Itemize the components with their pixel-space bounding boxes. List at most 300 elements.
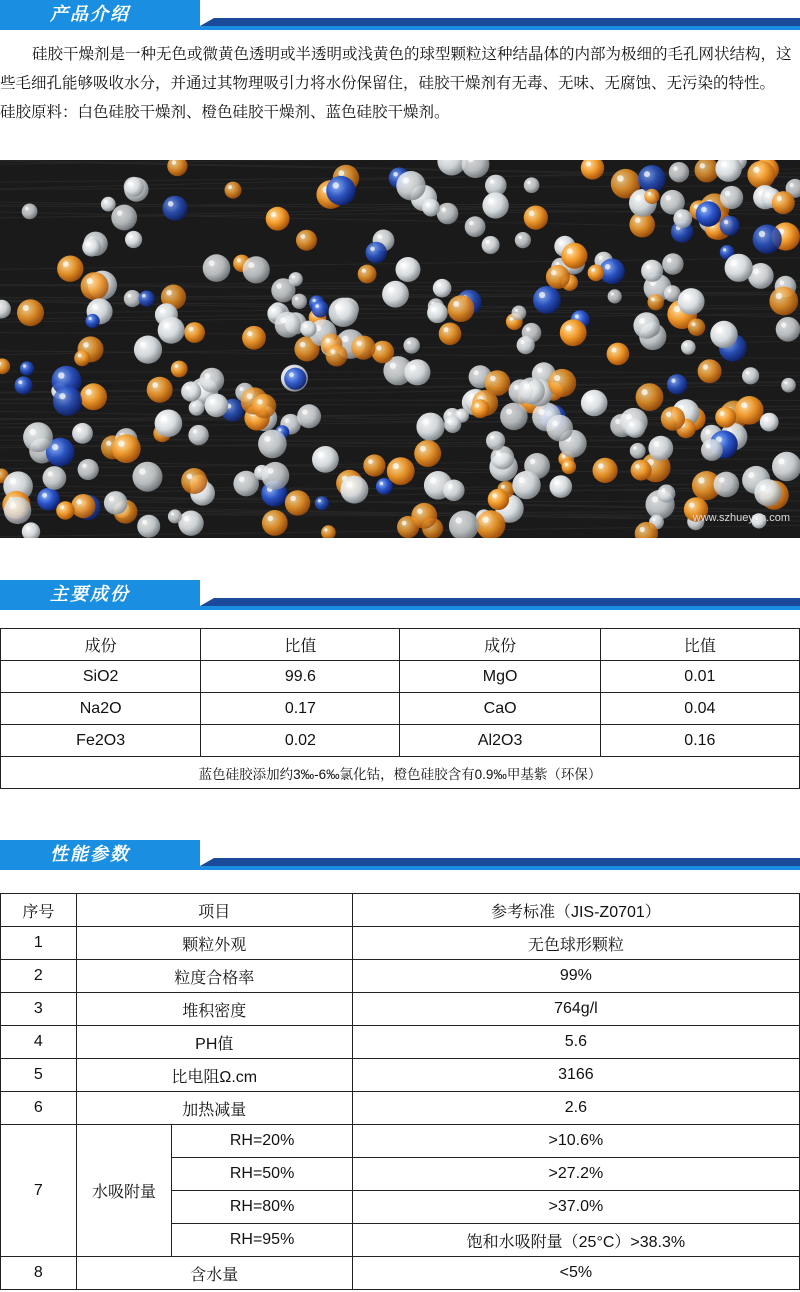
- bead-highlight: [488, 198, 494, 204]
- bead: [747, 161, 775, 189]
- bead-highlight: [444, 327, 449, 332]
- bead-highlight: [104, 200, 107, 203]
- bead-highlight: [629, 422, 633, 426]
- section-title-performance: 性能参数: [0, 840, 200, 870]
- table-cell: RH=80%: [172, 1191, 352, 1224]
- table-cell: >10.6%: [352, 1125, 799, 1158]
- bead: [376, 478, 393, 495]
- bead-highlight: [92, 304, 98, 310]
- bead-highlight: [257, 399, 262, 404]
- bead-highlight: [635, 195, 641, 201]
- header-underline: [0, 866, 800, 870]
- bead-highlight: [83, 342, 89, 348]
- bead: [81, 272, 109, 300]
- header-cell: 成份: [400, 629, 600, 661]
- table-cell: 含水量: [76, 1257, 352, 1290]
- bead-highlight: [171, 512, 174, 515]
- bead-highlight: [741, 402, 747, 408]
- bead-highlight: [129, 235, 133, 239]
- bead-highlight: [192, 403, 195, 406]
- bead: [678, 288, 705, 315]
- bead-highlight: [437, 283, 441, 287]
- bead: [414, 440, 441, 467]
- bead: [754, 479, 781, 506]
- bead-highlight: [790, 183, 794, 187]
- bead-highlight: [417, 509, 423, 515]
- bead: [471, 399, 490, 418]
- bead: [673, 209, 692, 228]
- bead-highlight: [292, 275, 295, 278]
- bead-highlight: [539, 292, 545, 298]
- bead: [243, 256, 270, 283]
- bead-highlight: [642, 389, 648, 395]
- bead-highlight: [652, 496, 658, 502]
- bead-highlight: [237, 258, 241, 262]
- bead: [714, 472, 740, 498]
- bead: [443, 480, 465, 502]
- table-cell: >37.0%: [352, 1191, 799, 1224]
- table-cell: CaO: [400, 693, 600, 725]
- bead-highlight: [666, 195, 671, 200]
- bead-highlight: [562, 454, 565, 457]
- bead-highlight: [723, 248, 726, 251]
- bead-highlight: [746, 371, 750, 375]
- bead-highlight: [166, 290, 172, 296]
- bead-highlight: [42, 493, 47, 498]
- bead: [648, 294, 664, 310]
- bead-highlight: [335, 304, 341, 310]
- bead-highlight: [719, 477, 725, 483]
- bead: [776, 317, 800, 342]
- bead: [518, 377, 545, 404]
- bead-highlight: [559, 240, 564, 245]
- bead: [147, 377, 173, 403]
- bead: [340, 476, 368, 504]
- bead: [262, 462, 290, 490]
- bead: [184, 322, 205, 343]
- bead-highlight: [186, 386, 190, 390]
- header-cell: 比值: [201, 629, 400, 661]
- bead-highlight: [390, 362, 396, 368]
- bead-highlight: [654, 441, 659, 446]
- table-row: [1, 693, 800, 725]
- bead-highlight: [701, 207, 707, 213]
- bead: [715, 407, 736, 428]
- bead-highlight: [490, 376, 496, 382]
- bead-highlight: [689, 502, 694, 507]
- bead-highlight: [357, 341, 362, 346]
- bead-highlight: [515, 309, 518, 312]
- bead: [203, 254, 231, 282]
- bead: [275, 312, 301, 338]
- bead: [111, 205, 137, 231]
- bead-highlight: [52, 444, 58, 450]
- table-row: [1, 661, 800, 693]
- bead: [158, 317, 185, 344]
- table-row: [1, 1059, 800, 1092]
- bead-highlight: [778, 458, 784, 464]
- table-cell: Fe2O3: [1, 725, 201, 757]
- bead-highlight: [139, 468, 146, 475]
- table-cell: 8: [1, 1257, 77, 1290]
- bead-highlight: [393, 172, 398, 177]
- bead-highlight: [490, 179, 495, 184]
- bead: [560, 319, 587, 346]
- bead-highlight: [295, 297, 298, 300]
- silica-beads-image: [0, 160, 800, 538]
- bead: [631, 460, 652, 481]
- bead-highlight: [633, 446, 636, 449]
- bead-highlight: [128, 181, 132, 185]
- bead-highlight: [48, 471, 53, 476]
- bead-highlight: [278, 428, 281, 431]
- bead-highlight: [29, 429, 36, 436]
- bead-highlight: [566, 325, 572, 331]
- bead-highlight: [692, 322, 696, 326]
- bead: [588, 265, 605, 282]
- bead-highlight: [530, 459, 536, 465]
- bead-highlight: [453, 301, 459, 307]
- bead-highlight: [164, 323, 170, 329]
- table-cell: 2.6: [352, 1092, 799, 1125]
- bead-highlight: [175, 364, 179, 368]
- bead-highlight: [82, 464, 87, 469]
- bead: [312, 301, 329, 318]
- bead-highlight: [86, 242, 90, 246]
- bead: [78, 459, 99, 480]
- bead-highlight: [401, 262, 407, 268]
- bead: [633, 312, 659, 338]
- bead-highlight: [565, 463, 568, 466]
- bead-highlight: [324, 528, 327, 531]
- bead-highlight: [779, 280, 784, 285]
- bead: [284, 368, 306, 390]
- bead-highlight: [302, 410, 307, 415]
- section-title-composition: 主要成份: [0, 580, 200, 610]
- bead-highlight: [538, 409, 544, 415]
- bead: [404, 337, 420, 353]
- bead-highlight: [333, 182, 339, 188]
- bead: [512, 471, 540, 499]
- bead-highlight: [510, 317, 514, 321]
- bead: [104, 491, 128, 515]
- header-cell: 序号: [1, 894, 77, 927]
- bead-highlight: [300, 342, 306, 348]
- bead-highlight: [617, 175, 624, 182]
- table-cell: 5: [1, 1059, 77, 1092]
- bead: [15, 376, 33, 394]
- bead: [488, 489, 509, 510]
- table-row: [1, 960, 800, 993]
- bead-highlight: [420, 446, 426, 452]
- bead: [644, 189, 659, 204]
- bead-highlight: [748, 472, 754, 478]
- bead-highlight: [519, 477, 525, 483]
- table-cell: Al2O3: [400, 725, 600, 757]
- bead-highlight: [315, 304, 319, 308]
- bead-highlight: [210, 399, 215, 404]
- table-cell: 0.01: [600, 661, 799, 693]
- table-row: [1, 725, 800, 757]
- bead-highlight: [492, 493, 497, 498]
- bead-highlight: [705, 430, 710, 435]
- bead-highlight: [759, 231, 765, 237]
- bead: [163, 196, 188, 221]
- bead-highlight: [668, 289, 672, 293]
- bead-highlight: [458, 412, 461, 415]
- bead-highlight: [280, 317, 286, 323]
- bead: [696, 201, 721, 226]
- section-header-intro: [0, 0, 800, 30]
- bead-highlight: [10, 503, 16, 509]
- bead-highlight: [611, 292, 614, 295]
- bead: [742, 367, 759, 384]
- bead-highlight: [376, 346, 381, 351]
- table-cell: 6: [1, 1092, 77, 1125]
- bead: [439, 323, 462, 346]
- bead-highlight: [496, 451, 501, 456]
- bead: [17, 299, 44, 326]
- bead-highlight: [475, 403, 479, 407]
- bead: [329, 298, 358, 327]
- bead-highlight: [776, 293, 782, 299]
- bead-highlight: [552, 421, 558, 427]
- bead-highlight: [346, 482, 352, 488]
- bead-highlight: [290, 496, 296, 502]
- bead: [4, 497, 31, 524]
- bead-highlight: [527, 181, 530, 184]
- bead: [546, 415, 573, 442]
- bead: [667, 374, 687, 394]
- bead: [57, 256, 83, 282]
- bead: [396, 171, 425, 200]
- bead: [769, 287, 798, 316]
- bead: [300, 321, 316, 337]
- bead-highlight: [403, 177, 409, 183]
- bead-highlight: [684, 343, 687, 346]
- bead: [482, 236, 500, 254]
- bead: [101, 197, 116, 212]
- table-cell: <5%: [352, 1257, 799, 1290]
- bead-highlight: [587, 395, 593, 401]
- bead: [720, 216, 740, 236]
- bead: [725, 254, 753, 282]
- header-underline: [0, 606, 800, 610]
- bead-highlight: [289, 372, 294, 377]
- bead-highlight: [524, 383, 530, 389]
- bead-highlight: [448, 420, 452, 424]
- bead: [581, 390, 608, 417]
- bead: [326, 345, 348, 367]
- bead: [517, 336, 535, 354]
- table-row: [1, 1125, 800, 1158]
- bead-highlight: [247, 331, 252, 336]
- bead-highlight: [410, 365, 416, 371]
- bead: [781, 378, 796, 393]
- bead-highlight: [766, 192, 770, 196]
- bead-highlight: [455, 517, 462, 524]
- table-cell: 764g/l: [352, 993, 799, 1026]
- bead-highlight: [228, 185, 232, 189]
- bead-highlight: [76, 499, 81, 504]
- table-cell: 1: [1, 927, 77, 960]
- bead: [710, 321, 737, 348]
- bead: [171, 361, 188, 378]
- table-row: [1, 1257, 800, 1290]
- bead-highlight: [23, 305, 29, 311]
- bead-highlight: [368, 459, 373, 464]
- bead: [363, 454, 385, 476]
- bead-highlight: [77, 427, 82, 432]
- bead: [465, 216, 486, 237]
- bead: [593, 458, 618, 483]
- bead: [625, 418, 645, 438]
- bead: [404, 359, 430, 385]
- bead: [701, 439, 723, 461]
- bead: [485, 370, 511, 396]
- bead-highlight: [554, 375, 560, 381]
- bead-highlight: [268, 468, 274, 474]
- bead-highlight: [58, 372, 65, 379]
- bead: [266, 207, 290, 231]
- table-cell: Na2O: [1, 693, 201, 725]
- bead: [297, 404, 321, 428]
- bead-highlight: [567, 248, 573, 254]
- table-cell: 2: [1, 960, 77, 993]
- bead: [546, 265, 570, 289]
- table-header-row: [1, 629, 800, 661]
- bead-highlight: [598, 256, 602, 260]
- bead-highlight: [10, 478, 17, 485]
- bead-highlight: [160, 308, 165, 313]
- section-header-performance: [0, 840, 800, 870]
- bead-highlight: [78, 354, 82, 358]
- table-cell: 5.6: [352, 1026, 799, 1059]
- bead-highlight: [268, 516, 274, 522]
- bead: [648, 436, 673, 461]
- bead-highlight: [304, 324, 308, 328]
- table-cell: 99%: [352, 960, 799, 993]
- bead-highlight: [615, 419, 620, 424]
- bead: [562, 460, 577, 475]
- table-row: [1, 993, 800, 1026]
- table-cell: 3: [1, 993, 77, 1026]
- bead-highlight: [432, 307, 437, 312]
- bead: [133, 462, 163, 492]
- bead-highlight: [140, 342, 146, 348]
- bead: [315, 496, 329, 510]
- bead-highlight: [25, 207, 28, 210]
- bead: [630, 443, 646, 459]
- table-cell: 4: [1, 1026, 77, 1059]
- bead-highlight: [271, 212, 276, 217]
- bead: [657, 485, 675, 503]
- bead-highlight: [312, 299, 315, 302]
- composition-table: [0, 628, 800, 789]
- bead-highlight: [106, 441, 111, 446]
- table-cell: 0.02: [201, 725, 400, 757]
- table-cell: 堆积密度: [76, 993, 352, 1026]
- bead-highlight: [529, 211, 534, 216]
- bead: [515, 232, 531, 248]
- bead: [416, 413, 444, 441]
- bead: [22, 204, 38, 220]
- bead-highlight: [301, 234, 306, 239]
- bead-highlight: [521, 340, 525, 344]
- table-cell: SiO2: [1, 661, 201, 693]
- bead: [427, 303, 448, 324]
- table-cell: 颗粒外观: [76, 927, 352, 960]
- bead-highlight: [469, 221, 474, 226]
- bead-highlight: [644, 171, 650, 177]
- section-header-composition: [0, 580, 800, 610]
- bead: [753, 225, 782, 254]
- bead-highlight: [721, 161, 727, 167]
- bead: [181, 381, 201, 401]
- bead: [285, 490, 310, 515]
- bead: [20, 361, 34, 375]
- table-cell: 加热减量: [76, 1092, 352, 1125]
- bead: [636, 383, 664, 411]
- bead-highlight: [716, 327, 722, 333]
- bead: [524, 206, 548, 230]
- bead: [548, 369, 576, 397]
- bead: [662, 253, 683, 274]
- bead: [112, 434, 141, 463]
- bead-highlight: [591, 268, 595, 272]
- bead-highlight: [448, 484, 453, 489]
- bead-highlight: [784, 381, 787, 384]
- bead-highlight: [667, 258, 672, 263]
- bead: [178, 511, 203, 536]
- bead: [242, 326, 266, 350]
- bead: [23, 422, 53, 452]
- bead: [168, 509, 182, 523]
- bead: [720, 186, 743, 209]
- bead: [155, 410, 183, 438]
- bead-highlight: [388, 287, 394, 293]
- bead: [289, 272, 303, 286]
- bead-highlight: [586, 161, 591, 166]
- bead: [411, 503, 437, 529]
- bead: [387, 457, 415, 485]
- bead: [139, 291, 155, 307]
- bead: [124, 290, 141, 307]
- bead: [181, 468, 207, 494]
- bead-highlight: [189, 327, 194, 332]
- bead: [661, 407, 685, 431]
- bead-highlight: [247, 393, 253, 399]
- bead-highlight: [239, 476, 245, 482]
- bead: [37, 488, 60, 511]
- bead-highlight: [109, 496, 114, 501]
- table-row: [1, 1092, 800, 1125]
- bead-highlight: [325, 338, 330, 343]
- bead-highlight: [377, 234, 382, 239]
- intro-text: [0, 40, 800, 127]
- bead: [80, 383, 107, 410]
- bead-highlight: [402, 521, 407, 526]
- bead-highlight: [474, 370, 479, 375]
- bead-highlight: [87, 278, 93, 284]
- bead-highlight: [482, 517, 488, 523]
- bead: [524, 177, 540, 193]
- bead-highlight: [142, 520, 147, 525]
- bead: [608, 289, 622, 303]
- bead-highlight: [285, 418, 290, 423]
- bead-highlight: [781, 322, 786, 327]
- bead: [448, 295, 475, 322]
